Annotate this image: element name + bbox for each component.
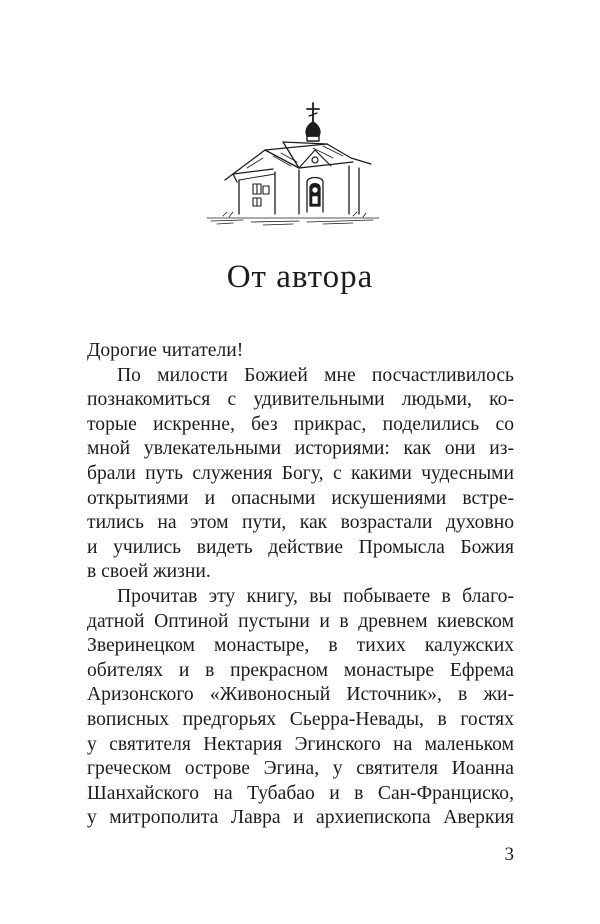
text-line: открытиями и опасными искушениями встре- <box>87 487 514 509</box>
text-line: торые искренне, без прикрас, поделились со <box>87 413 514 435</box>
text-line: датной Оптиной пустыни и в древнем киевском <box>87 610 514 632</box>
text-line: Шанхайского на Тубабао и в Сан-Франциско, <box>87 782 514 804</box>
text-line: мной увлекательными историями: как они из- <box>87 438 514 460</box>
chapter-title: От автора <box>226 259 374 295</box>
text-line: Зверинецком монастыре, в тихих калужских <box>87 635 514 657</box>
page-number: 3 <box>504 844 514 865</box>
text-line: вописных предгорьях Сьерра-Невады, в гостях <box>87 708 514 730</box>
text-line: Прочитав эту книгу, вы побываете в благо- <box>117 585 514 607</box>
cupola <box>306 122 320 141</box>
text-line: Дорогие читатели! <box>87 340 244 361</box>
chapel-illustration <box>203 96 383 226</box>
text-line: в своей жизни. <box>87 561 211 583</box>
text-line: По милости Божией мне посчастливилось <box>117 364 514 386</box>
text-line: у митрополита Лавра и архиепископа Аверкия <box>87 807 514 829</box>
text-line: греческом острове Эгина, у святителя Иоанна <box>87 758 514 780</box>
ground-hatching <box>207 212 379 225</box>
text-line: у святителя Нектария Эгинского на маленьком <box>87 733 514 755</box>
text-line: брали путь служения Богу, с какими чудесными <box>87 462 514 484</box>
icon-niche <box>307 178 323 213</box>
text-line: тились на этом пути, как возрастали духовно <box>87 512 514 534</box>
text-line: и учились видеть действие Промысла Божия <box>87 536 514 558</box>
text-line: познакомиться с удивительными людьми, ко- <box>87 389 514 411</box>
side-windows <box>253 184 269 206</box>
body-text <box>87 339 514 831</box>
text-line: Аризонского «Живоносный Источник», в жи- <box>87 684 514 706</box>
text-line: обителях и в прекрасном монастыре Ефрема <box>87 659 514 681</box>
cross-icon <box>307 103 319 122</box>
